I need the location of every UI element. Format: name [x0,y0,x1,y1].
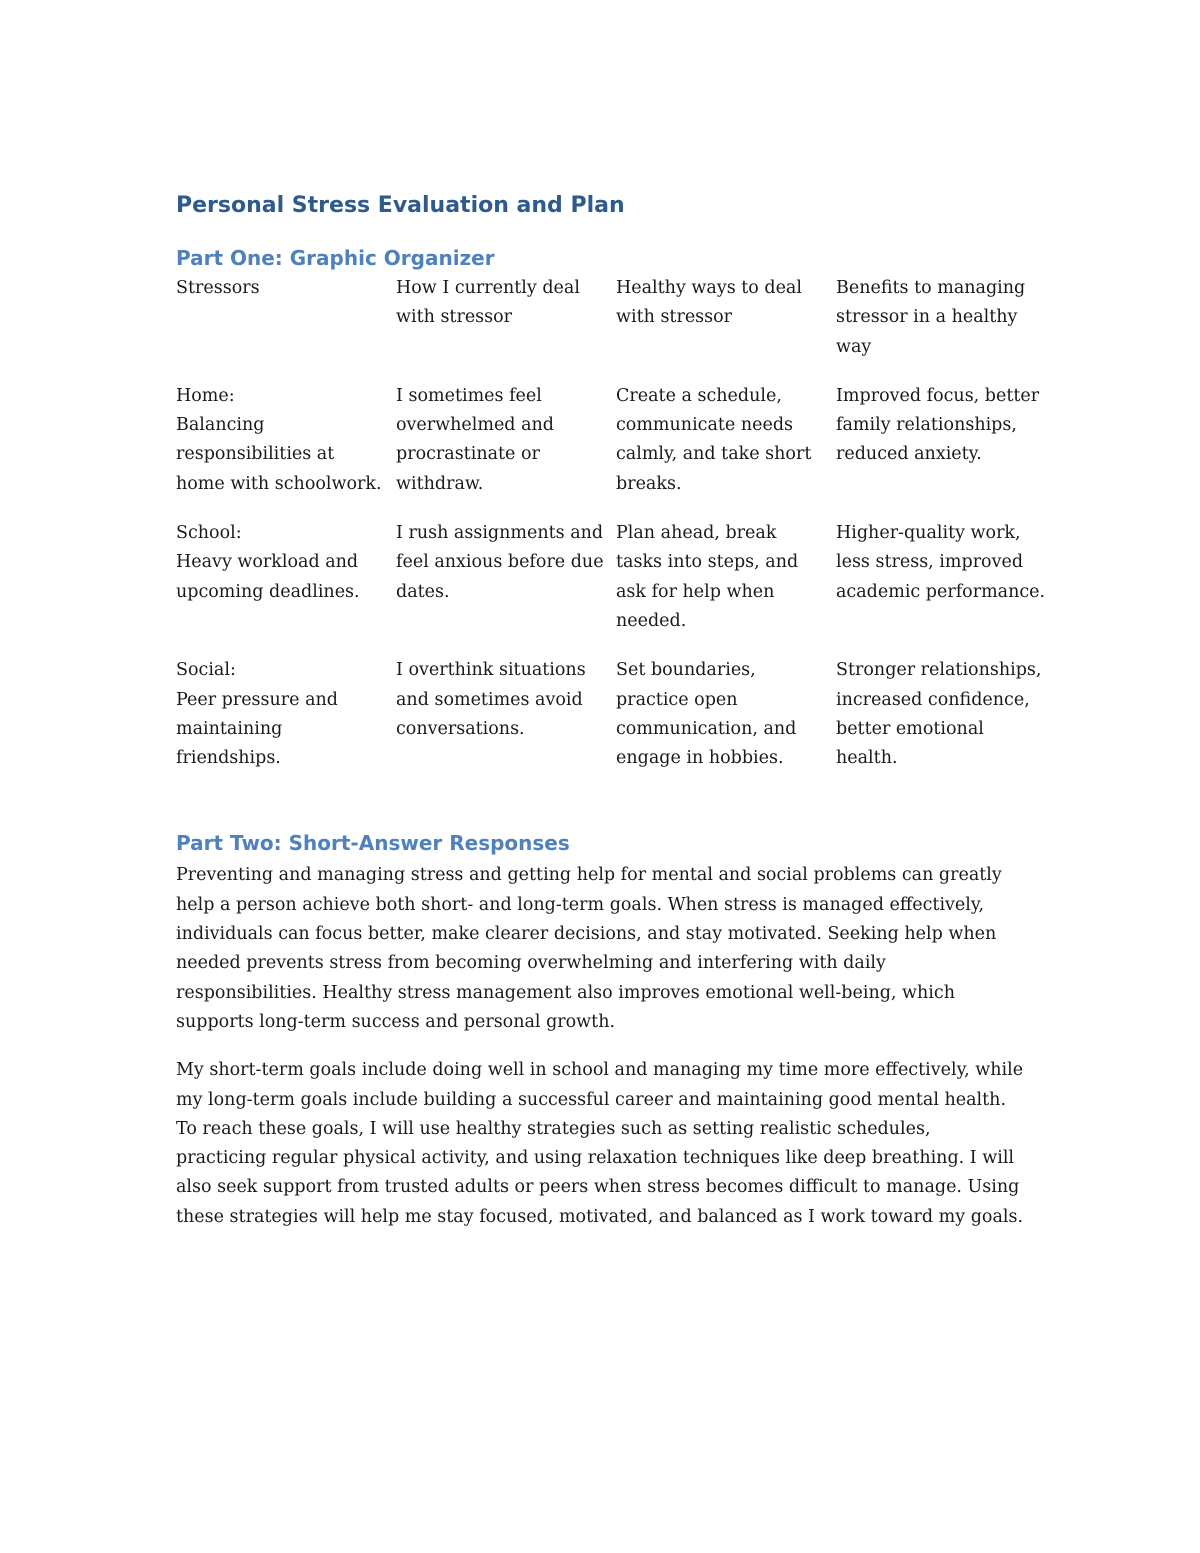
healthy-ways-cell: Set boundaries, practice open communication, and engage in hobbies. [616,660,797,769]
table-row [176,382,1056,519]
healthy-ways-cell: Plan ahead, break tasks into steps, and ask for help when needed. [616,523,799,631]
stressor-description: Balancing responsibilities at home with schoolwork. [176,415,382,494]
part-one-heading: Part One: Graphic Organizer [176,246,495,270]
stressor-description: Heavy workload and upcoming deadlines. [176,552,360,602]
document-page [176,188,1046,1232]
stressor-category: Home: [176,385,235,406]
stressor-cell [176,382,396,519]
current-coping-cell: I sometimes feel overwhelmed and procrastinate or withdraw. [396,385,554,494]
stressor-cell [176,656,396,793]
document-title: Personal Stress Evaluation and Plan [176,193,625,218]
current-coping-cell: I rush assignments and feel anxious before due dates. [396,523,604,602]
stressor-description: Peer pressure and maintaining friendships. [176,689,338,769]
column-header-stressors: Stressors [176,278,260,298]
column-header-healthy-ways: Healthy ways to deal with stressor [616,278,802,328]
column-header-benefits: Benefits to managing stressor in a healthy way [836,278,1026,357]
table-header-row [176,274,1056,382]
response-paragraph-2: My short-term goals include doing well in school and managing my time more effectively, while my long-term goals include building a successful career and maintaining good mental health. To reach these goals, I will use healthy strategies such as setting realistic schedules, practicing regular physical activity, and using relaxation techniques like deep breathing. I will also seek support from trusted adults or peers when stress becomes difficult to manage. Using these strategies will help me stay focused, motivated, and balanced as I work toward my goals. [176,1060,1024,1227]
current-coping-cell: I overthink situations and sometimes avoid conversations. [396,660,586,739]
graphic-organizer-table [176,274,1056,793]
benefits-cell: Higher-quality work, less stress, improved academic performance. [836,523,1046,602]
healthy-ways-cell: Create a schedule, communicate needs calmly, and take short breaks. [616,385,812,494]
benefits-cell: Improved focus, better family relationships, reduced anxiety. [836,385,1040,465]
column-header-current-coping: How I currently deal with stressor [396,278,580,328]
stressor-cell [176,519,396,656]
stressor-category: Social: [176,660,236,681]
part-two-heading: Part Two: Short-Answer Responses [176,831,570,856]
stressor-category: School: [176,523,242,544]
table-row [176,519,1056,656]
table-row [176,656,1056,793]
response-paragraph-1: Preventing and managing stress and getting help for mental and social problems can greatly help a person achieve both short- and long-term goals. When stress is managed effectively, individuals can focus better, make clearer decisions, and stay motivated. Seeking help when needed prevents stress from becoming overwhelming and interfering with daily responsibilities. Healthy stress management also improves emotional well-being, which supports long-term success and personal growth. [176,865,1002,1032]
benefits-cell: Stronger relationships, increased confidence, better emotional health. [836,660,1042,769]
